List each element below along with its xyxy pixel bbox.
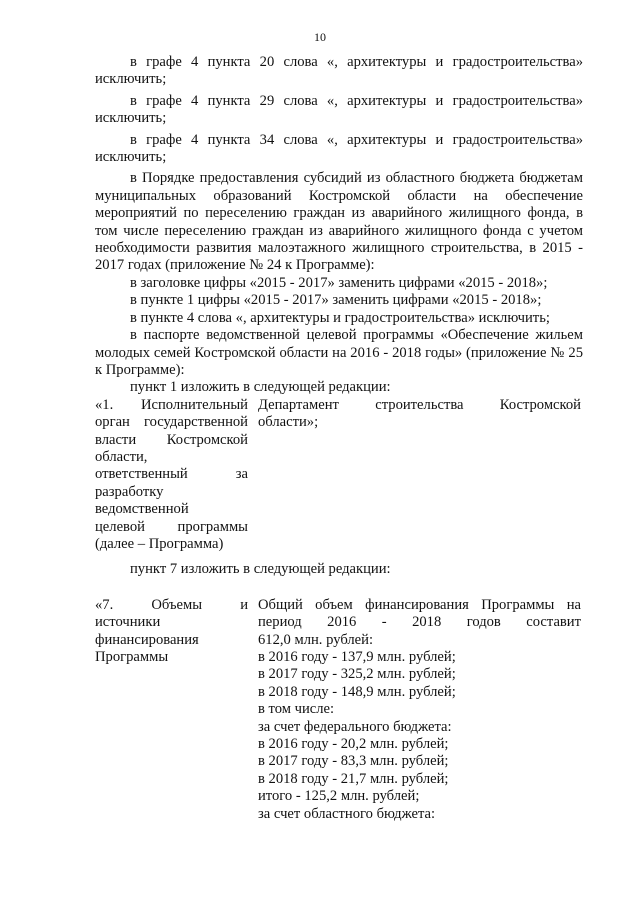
table1-left-cell [95, 397, 258, 554]
table2-right-cell [258, 597, 581, 823]
table2-right-line: в 2018 году - 21,7 млн. рублей; [258, 770, 449, 787]
table2-right-line: в том числе: [258, 701, 335, 718]
table1-right-line: Департамент строительства Костромской [258, 396, 581, 413]
table1-left-line: власти Костромской [95, 431, 248, 448]
paragraph-7: в пункте 4 слова «, архитектуры и градостроительства» исключить; [130, 309, 550, 326]
table2-left-line: «7. Объемы и [95, 596, 248, 613]
table2-right-line: Общий объем финансирования Программы на [258, 596, 581, 613]
table1-left-line: ведомственной [95, 501, 189, 518]
table2-row [95, 597, 583, 823]
paragraph-2: в графе 4 пункта 29 слова «, архитектуры и градостроительства» исключить; [95, 92, 583, 127]
table2-right-line: в 2016 году - 20,2 млн. рублей; [258, 736, 449, 753]
table1-row [95, 397, 583, 554]
table2-left-line: Программы [95, 649, 169, 665]
table1-left-line: «1. Исполнительный [95, 396, 248, 413]
paragraph-4: в Порядке предоставления субсидий из областного бюджета бюджетам муниципальных образований Костромской области на обеспечение мероприятий по переселению граждан из аварийного жилищного фонда, в том числе переселению граждан из аварийного жилищного фонда с учетом необходимости развития малоэтажного жилищного строительства, в 2015 - 2017 годах (приложение № 24 к Программе): [95, 170, 583, 274]
table1-left-line: области, [95, 448, 148, 465]
table2-left-line: источники [95, 614, 161, 631]
table2-right-line: за счет областного бюджета: [258, 805, 436, 822]
table1-left-line: ответственный за [95, 466, 248, 483]
table2-right-line: в 2018 году - 148,9 млн. рублей; [258, 683, 456, 700]
table2-right-line: период 2016 - 2018 годов составит [258, 614, 581, 631]
table2-right-line: в 2016 году - 137,9 млн. рублей; [258, 649, 456, 665]
table2-right-line: в 2017 году - 83,3 млн. рублей; [258, 753, 449, 770]
paragraph-3: в графе 4 пункта 34 слова «, архитектуры и градостроительства» исключить; [95, 131, 583, 166]
table2-right-line: итого - 125,2 млн. рублей; [258, 788, 420, 805]
table1-left-line: целевой программы [95, 518, 248, 535]
table1-left-line: орган государственной [95, 414, 248, 431]
table1-right-line: области»; [258, 414, 319, 431]
table2-left-cell [95, 597, 258, 823]
table1-left-line: (далее – Программа) [95, 535, 224, 552]
table1-right-cell [258, 397, 581, 554]
paragraph-1: в графе 4 пункта 20 слова «, архитектуры и градостроительства» исключить; [95, 54, 583, 88]
document-body [95, 54, 583, 823]
page-number: 10 [314, 30, 326, 44]
table2-right-line: в 2017 году - 325,2 млн. рублей; [258, 666, 456, 683]
paragraph-9: пункт 1 изложить в следующей редакции: [130, 379, 391, 396]
table2-left-line: финансирования [95, 631, 199, 648]
paragraph-5: в заголовке цифры «2015 - 2017» заменить цифрами «2015 - 2018»; [130, 274, 548, 291]
paragraph-6: в пункте 1 цифры «2015 - 2017» заменить цифрами «2015 - 2018»; [130, 292, 542, 309]
table2-right-line: за счет федерального бюджета: [258, 718, 452, 735]
table2-right-line: 612,0 млн. рублей: [258, 631, 374, 648]
paragraph-10: пункт 7 изложить в следующей редакции: [130, 561, 391, 578]
table1-left-line: разработку [95, 483, 164, 500]
paragraph-8: в паспорте ведомственной целевой программы «Обеспечение жильем молодых семей Костромской области на 2016 - 2018 годы» (приложение № 25 к Программе): [95, 327, 583, 378]
